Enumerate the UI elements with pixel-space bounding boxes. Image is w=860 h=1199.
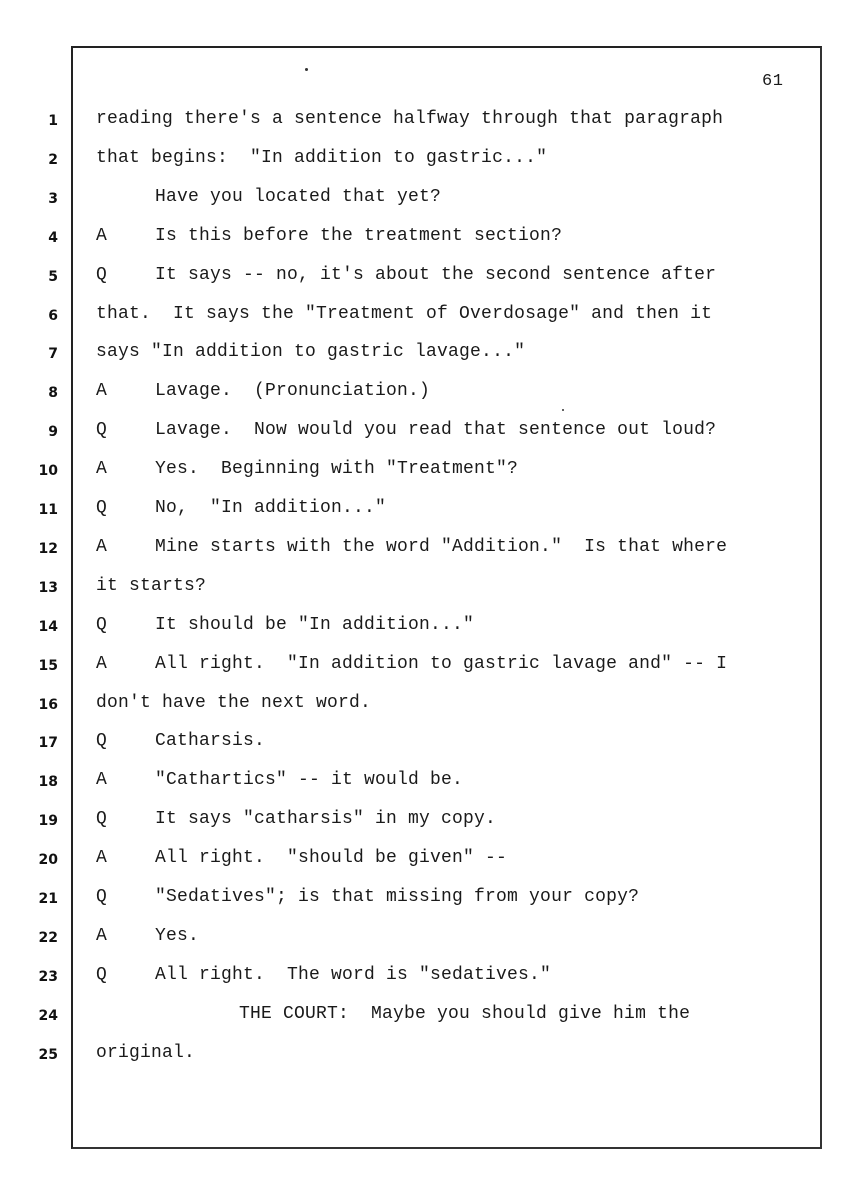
transcript-line	[96, 226, 562, 246]
transcript-line	[96, 420, 716, 440]
transcript-line	[96, 381, 430, 401]
line-text: All right. "In addition to gastric lavage and" -- I	[155, 654, 728, 674]
scan-artifact-dot	[305, 68, 308, 71]
line-number: 8	[48, 385, 58, 401]
line-number: 21	[38, 891, 58, 907]
transcript-line	[96, 926, 199, 946]
line-text: Catharsis.	[155, 731, 266, 751]
line-text: Mine starts with the word "Addition." Is that where	[155, 537, 728, 557]
transcript-line	[96, 342, 525, 362]
line-number: 14	[38, 619, 58, 635]
line-number: 9	[48, 424, 58, 440]
speaker-label: Q	[96, 731, 108, 751]
transcript-line	[96, 887, 639, 907]
transcript-line	[96, 615, 474, 635]
line-text: No, "In addition..."	[155, 498, 387, 518]
transcript-line	[96, 809, 496, 829]
line-text: it starts?	[96, 576, 207, 596]
speaker-label: A	[96, 226, 108, 246]
transcript-line	[96, 848, 507, 868]
line-text: It says "catharsis" in my copy.	[155, 809, 497, 829]
page-number: 61	[762, 72, 784, 91]
line-text: It says -- no, it's about the second sentence after	[155, 265, 717, 285]
line-number: 3	[48, 191, 58, 207]
line-text: All right. "should be given" --	[155, 848, 508, 868]
line-number: 13	[38, 580, 58, 596]
transcript-line	[155, 187, 441, 207]
transcript-line	[96, 265, 716, 285]
line-number: 7	[48, 346, 58, 362]
speaker-label: Q	[96, 265, 108, 285]
line-number: 19	[38, 813, 58, 829]
line-number: 2	[48, 152, 58, 168]
transcript-line	[96, 965, 551, 985]
line-text: "Sedatives"; is that missing from your copy?	[155, 887, 640, 907]
transcript-line	[96, 770, 463, 790]
line-text: says "In addition to gastric lavage..."	[96, 342, 526, 362]
line-number: 6	[48, 308, 58, 324]
transcript-line	[96, 304, 712, 324]
line-text: Yes.	[155, 926, 200, 946]
line-text: original.	[96, 1043, 196, 1063]
transcript-line	[96, 693, 371, 713]
line-number: 22	[38, 930, 58, 946]
line-text: Have you located that yet?	[155, 187, 442, 207]
line-number: 23	[38, 969, 58, 985]
speaker-label: Q	[96, 887, 108, 907]
line-number: 25	[38, 1047, 58, 1063]
line-text: don't have the next word.	[96, 693, 372, 713]
speaker-label: A	[96, 537, 108, 557]
line-text: that. It says the "Treatment of Overdosage" and then it	[96, 304, 713, 324]
speaker-label: A	[96, 770, 108, 790]
speaker-label: A	[96, 459, 108, 479]
transcript-line	[96, 576, 206, 596]
line-text: Is this before the treatment section?	[155, 226, 563, 246]
line-text: that begins: "In addition to gastric..."	[96, 148, 548, 168]
transcript-line	[96, 537, 727, 557]
line-text: All right. The word is "sedatives."	[155, 965, 552, 985]
line-text: Yes. Beginning with "Treatment"?	[155, 459, 519, 479]
line-number: 17	[38, 735, 58, 751]
line-number: 10	[38, 463, 58, 479]
transcript-line	[96, 148, 547, 168]
transcript-line	[96, 731, 265, 751]
speaker-label: Q	[96, 809, 108, 829]
transcript-line	[96, 654, 727, 674]
line-number: 1	[48, 113, 58, 129]
line-number: 18	[38, 774, 58, 790]
line-number: 4	[48, 230, 58, 246]
line-text: THE COURT: Maybe you should give him the	[239, 1004, 691, 1024]
line-number: 24	[38, 1008, 58, 1024]
speaker-label: Q	[96, 498, 108, 518]
transcript-line	[96, 459, 518, 479]
speaker-label: Q	[96, 965, 108, 985]
line-text: reading there's a sentence halfway through that paragraph	[96, 109, 724, 129]
transcript-line	[239, 1004, 690, 1024]
line-text: Lavage. Now would you read that sentence out loud?	[155, 420, 717, 440]
line-text: "Cathartics" -- it would be.	[155, 770, 464, 790]
line-number: 15	[38, 658, 58, 674]
line-number: 20	[38, 852, 58, 868]
line-number: 16	[38, 697, 58, 713]
speaker-label: Q	[96, 615, 108, 635]
speaker-label: A	[96, 926, 108, 946]
line-text: Lavage. (Pronunciation.)	[155, 381, 431, 401]
line-number: 5	[48, 269, 58, 285]
transcript-line	[96, 1043, 195, 1063]
transcript-line	[96, 498, 386, 518]
line-number: 11	[38, 502, 58, 518]
speaker-label: A	[96, 381, 108, 401]
speaker-label: A	[96, 654, 108, 674]
speaker-label: Q	[96, 420, 108, 440]
line-text: It should be "In addition..."	[155, 615, 475, 635]
scan-artifact-dot	[562, 409, 564, 411]
line-number: 12	[38, 541, 58, 557]
transcript-line	[96, 109, 723, 129]
speaker-label: A	[96, 848, 108, 868]
